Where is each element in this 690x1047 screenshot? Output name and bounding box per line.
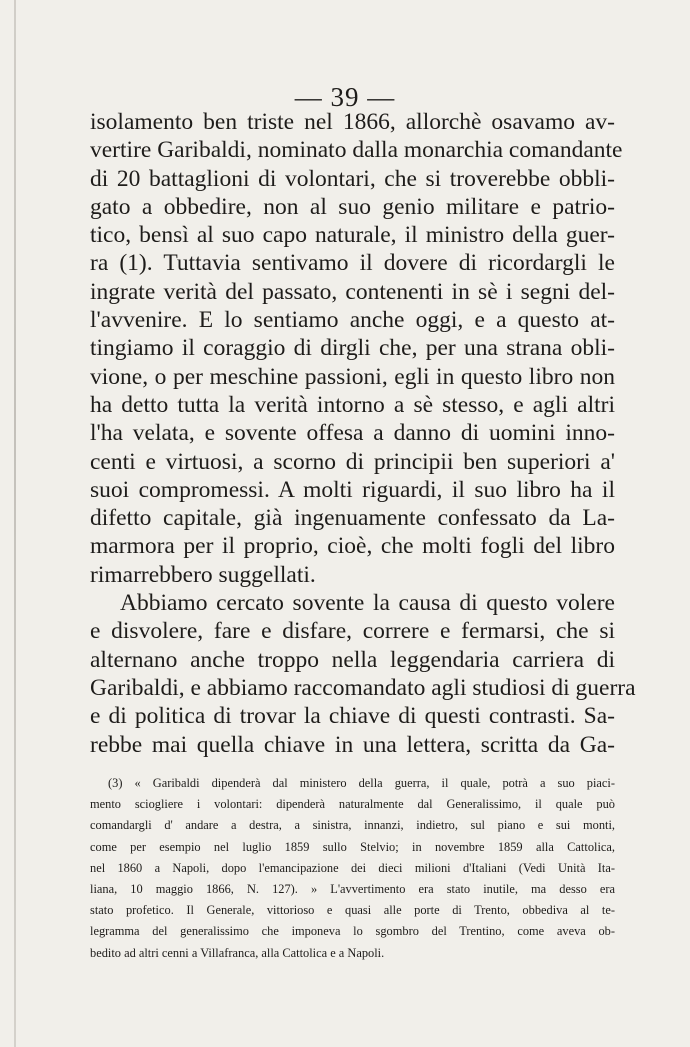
page-number: — 39 — xyxy=(294,82,396,112)
text-line: ha detto tutta la verità intorno a sè stesso, e agli altri xyxy=(90,391,615,418)
text-line: suoi compromessi. A molti riguardi, il suo libro ha il xyxy=(90,476,615,503)
text-line: centi e virtuosi, a scorno di principii ben superiori a' xyxy=(90,448,615,475)
text-line: e di politica di trovar la chiave di questi contrasti. Sa- xyxy=(90,703,615,730)
text-line: Garibaldi, e abbiamo raccomandato agli studiosi di guerra xyxy=(90,674,636,701)
text-line: rimarrebbero suggellati. xyxy=(90,561,316,588)
text-line: e disvolere, fare e disfare, correre e fermarsi, che si xyxy=(90,618,615,645)
text-line: rebbe mai quella chiave in una lettera, scritta da Ga- xyxy=(90,731,615,758)
footnote-line: comandargli d' andare a destra, a sinistra, innanzi, indietro, sul piano e sui monti, xyxy=(90,818,615,833)
footnote-line: mento sciogliere i volontari: dipenderà naturalmente dal Generalissimo, il quale può xyxy=(90,797,615,812)
text-line: tingiamo il coraggio di dirgli che, per una strana obli- xyxy=(90,335,615,362)
text-line: l'avvenire. E lo sentiamo anche oggi, e a questo at- xyxy=(90,307,615,334)
text-line: marmora per il proprio, cioè, che molti fogli del libro xyxy=(90,533,615,560)
text-line: alternano anche troppo nella leggendaria carriera di xyxy=(90,646,615,673)
page-edge xyxy=(14,0,16,1047)
footnote-line: (3) « Garibaldi dipenderà dal ministero della guerra, il quale, potrà a suo piaci- xyxy=(108,776,615,790)
text-line: ingrate verità del passato, contenenti in sè i segni del- xyxy=(90,278,615,305)
footnote-line: stato profetico. Il Generale, vittorioso e quasi alle porte di Trento, obbediva al te- xyxy=(90,903,615,918)
text-line: gato a obbedire, non al suo genio militare e patrio- xyxy=(90,193,615,220)
text-line: difetto capitale, già ingenuamente confessato da La- xyxy=(90,505,615,532)
footnote-line: liana, 10 maggio 1866, N. 127). » L'avvertimento era stato inutile, ma desso era xyxy=(90,881,615,896)
footnote xyxy=(90,773,615,964)
paragraph-start-line: Abbiamo cercato sovente la causa di questo volere xyxy=(120,590,615,617)
text-line: di 20 battaglioni di volontari, che si troverebbe obbli- xyxy=(90,165,615,192)
text-line: l'ha velata, e sovente offesa a danno di uomini inno- xyxy=(90,420,615,447)
footnote-line: nel 1860 a Napoli, dopo l'emancipazione dei dieci milioni d'Italiani (Vedi Unità Ita- xyxy=(90,860,615,875)
text-line: isolamento ben triste nel 1866, allorchè osavamo av- xyxy=(90,109,615,135)
footnote-line: come per esempio nel luglio 1859 sullo Stelvio; in novembre 1859 alla Cattolica, xyxy=(90,839,615,854)
footnote-line: bedito ad altri cenni a Villafranca, alla Cattolica e a Napoli. xyxy=(90,945,385,960)
footnote-line: legramma del generalissimo che imponeva lo sgombro del Trentino, come aveva ob- xyxy=(90,924,615,939)
text-line: ra (1). Tuttavia sentivamo il dovere di ricordargli le xyxy=(90,250,615,277)
text-line: vertire Garibaldi, nominato dalla monarchia comandante xyxy=(90,137,623,164)
body-text xyxy=(90,108,636,759)
text-line: tico, bensì al suo capo naturale, il ministro della guer- xyxy=(90,222,615,249)
text-line: vione, o per meschine passioni, egli in questo libro non xyxy=(90,363,615,390)
